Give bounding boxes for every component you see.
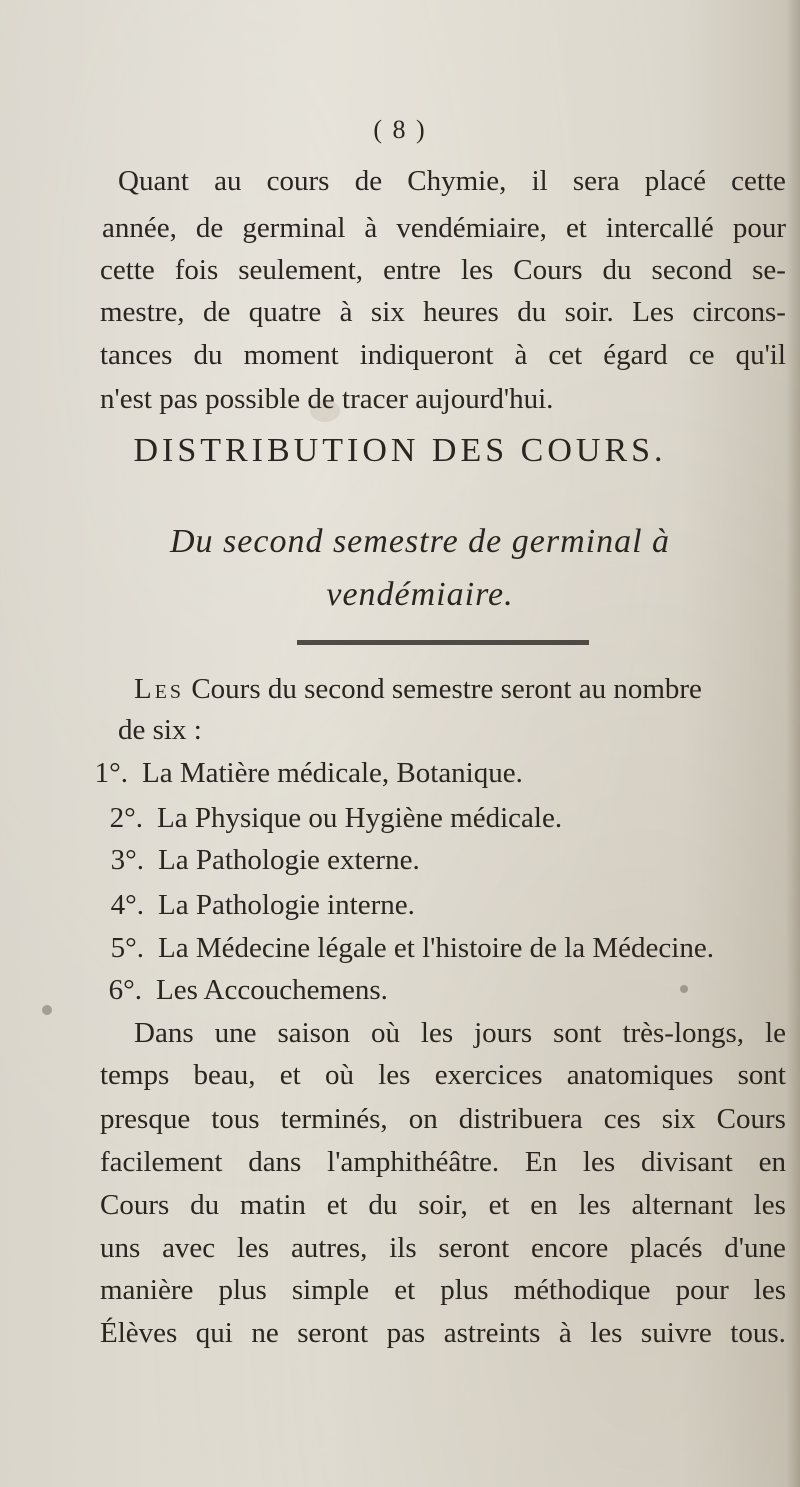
word: du: [190, 1189, 220, 1221]
word: où: [370, 1017, 400, 1049]
word: sera: [572, 165, 620, 197]
word: à: [339, 296, 353, 328]
word: facilement: [100, 1146, 223, 1178]
word: et: [279, 1059, 301, 1091]
paragraph2-line-3: [100, 1101, 786, 1137]
word: du: [193, 339, 223, 371]
word: qui: [195, 1317, 233, 1349]
word: Cours: [513, 254, 583, 286]
word: cette: [100, 254, 155, 286]
word: les: [236, 1232, 270, 1264]
list-item: [86, 930, 800, 966]
word: ils: [389, 1232, 417, 1264]
word: manière: [100, 1274, 194, 1306]
decorative-rule: [297, 640, 589, 645]
word: pas: [386, 1317, 426, 1349]
word: jours: [474, 1017, 533, 1049]
word: beau,: [193, 1059, 256, 1091]
subheading-line-1: Du second semestre de germinal à: [169, 523, 671, 560]
word: seront: [297, 1317, 369, 1349]
paragraph2-line-8: [100, 1315, 786, 1351]
paragraph2-line-4: [100, 1144, 786, 1180]
word: les: [578, 1189, 611, 1221]
word: Quant: [118, 165, 189, 197]
word: et: [488, 1189, 510, 1221]
word: année,: [102, 212, 177, 244]
page-edge-shadow: [786, 0, 800, 1487]
list-item: [86, 842, 800, 878]
word: soir,: [418, 1189, 468, 1221]
paragraph1-line-1: [118, 163, 786, 199]
word: du: [602, 254, 632, 286]
word: pour: [675, 1274, 729, 1306]
paragraph1-line-2: [102, 210, 786, 246]
word: divisant: [640, 1146, 733, 1178]
list-item-text: La Pathologie externe.: [158, 844, 420, 876]
list-item-text: La Médecine légale et l'histoire de la Médecine.: [158, 932, 714, 964]
list-item-text: Les Accouchemens.: [156, 974, 388, 1006]
word: n'est pas possible de tracer aujourd'hui.: [100, 383, 554, 415]
word: exercices: [434, 1059, 543, 1091]
page-number: ( 8 ): [373, 115, 427, 144]
paragraph2-line-2: [100, 1057, 786, 1093]
list-item-number: 1°.: [94, 757, 128, 789]
word: entre: [383, 254, 442, 286]
word: et: [394, 1274, 416, 1306]
word: le: [765, 1017, 786, 1049]
section-heading: DISTRIBUTION DES COURS.: [133, 432, 667, 469]
word: en: [530, 1189, 558, 1221]
word: terminés,: [280, 1103, 388, 1135]
word: germinal: [242, 212, 346, 244]
word: anatomiques: [566, 1059, 714, 1091]
intro-line-1: [134, 671, 794, 707]
word: alternant: [631, 1189, 733, 1221]
word: les: [420, 1017, 454, 1049]
word: heures: [423, 296, 499, 328]
word: encore: [531, 1232, 609, 1264]
paragraph2-line-1: [134, 1015, 786, 1051]
word: sont: [553, 1017, 602, 1049]
word: matin: [239, 1189, 306, 1221]
word: mestre,: [100, 296, 185, 328]
word: où: [324, 1059, 354, 1091]
list-item-number: 2°.: [109, 802, 143, 834]
word: pour: [732, 212, 786, 244]
list-item: [86, 887, 800, 923]
word: seulement,: [238, 254, 364, 286]
word: de: [354, 165, 383, 197]
word: simple: [291, 1274, 370, 1306]
word: Dans: [134, 1017, 194, 1049]
word: Cours: [100, 1189, 170, 1221]
word: les: [753, 1274, 786, 1306]
word: les: [582, 1146, 616, 1178]
word: et: [565, 212, 587, 244]
word: à: [558, 1317, 572, 1349]
word: autres,: [290, 1232, 368, 1264]
word: ne: [251, 1317, 279, 1349]
paragraph1-line-5: [100, 337, 786, 373]
word: tous.: [730, 1317, 786, 1349]
word: les: [378, 1059, 411, 1091]
word: au: [214, 165, 242, 197]
word: dans: [248, 1146, 302, 1178]
word: d'une: [724, 1232, 786, 1264]
word: second: [651, 254, 733, 286]
word: et: [326, 1189, 348, 1221]
word: tous: [211, 1103, 260, 1135]
word: fois: [174, 254, 219, 286]
word: quatre: [248, 296, 322, 328]
word: indiqueront: [359, 339, 494, 371]
subheading-line-2: vendémiaire.: [326, 576, 514, 613]
word: qu'il: [735, 339, 786, 371]
word: on: [408, 1103, 438, 1135]
paper-stain: [42, 1005, 52, 1015]
word: seront: [438, 1232, 510, 1264]
word: Chymie,: [407, 165, 507, 197]
word: en: [758, 1146, 786, 1178]
word: à: [514, 339, 528, 371]
word: six: [370, 296, 405, 328]
word: de: [202, 296, 231, 328]
intro-line-2: de six :: [118, 714, 202, 746]
word: Cours: [716, 1103, 786, 1135]
word: soir.: [564, 296, 614, 328]
list-item: [84, 972, 800, 1008]
word: avec: [162, 1232, 216, 1264]
word: Les: [632, 296, 675, 328]
word: les: [590, 1317, 623, 1349]
word: cours: [266, 165, 330, 197]
list-item-text: La Physique ou Hygiène médicale.: [157, 802, 563, 834]
word: de: [195, 212, 224, 244]
word: vendémiaire,: [396, 212, 547, 244]
paragraph1-line-3: [100, 252, 786, 288]
word: une: [214, 1017, 257, 1049]
paragraph2-line-6: [100, 1230, 786, 1266]
word: astreints: [443, 1317, 541, 1349]
list-item-text: La Pathologie interne.: [158, 889, 415, 921]
list-item: [85, 800, 800, 836]
word: cet: [548, 339, 583, 371]
word: du: [368, 1189, 398, 1221]
list-item-number: 3°.: [110, 844, 144, 876]
word: les: [753, 1189, 786, 1221]
paragraph2-line-7: [100, 1272, 786, 1308]
word: tances: [100, 339, 173, 371]
word: distribuera: [458, 1103, 583, 1135]
word: sont: [737, 1059, 786, 1091]
list-item-number: 5°.: [110, 932, 144, 964]
word: En: [524, 1146, 558, 1178]
word: méthodique: [513, 1274, 651, 1306]
word: égard: [603, 339, 668, 371]
paragraph1-line-6: [100, 381, 700, 417]
word: se-: [752, 254, 786, 286]
word: plus: [440, 1274, 489, 1306]
word: moment: [243, 339, 339, 371]
word: presque: [100, 1103, 191, 1135]
word: cette: [731, 165, 786, 197]
word: six: [661, 1103, 696, 1135]
word: l'amphithéâtre.: [327, 1146, 500, 1178]
word: intercallé: [605, 212, 714, 244]
list-item-number: 4°.: [110, 889, 144, 921]
word: saison: [277, 1017, 350, 1049]
word: circons-: [692, 296, 786, 328]
paragraph2-line-5: [100, 1187, 786, 1223]
intro-line-1-text: Cours du second semestre seront au nombre: [191, 673, 702, 705]
intro-lead: Les: [134, 673, 185, 705]
word: temps: [100, 1059, 170, 1091]
word: ces: [603, 1103, 641, 1135]
word: à: [364, 212, 378, 244]
word: du: [517, 296, 547, 328]
word: placé: [644, 165, 706, 197]
word: suivre: [640, 1317, 712, 1349]
word: Élèves: [100, 1317, 178, 1349]
list-item-number: 6°.: [108, 974, 142, 1006]
list-item: [70, 755, 800, 791]
list-item-text: La Matière médicale, Botanique.: [142, 757, 523, 789]
paragraph1-line-4: [100, 294, 786, 330]
word: plus: [218, 1274, 267, 1306]
word: très-longs,: [622, 1017, 745, 1049]
word: il: [531, 165, 548, 197]
word: uns: [100, 1232, 141, 1264]
word: les: [461, 254, 494, 286]
word: ce: [688, 339, 715, 371]
word: placés: [630, 1232, 703, 1264]
